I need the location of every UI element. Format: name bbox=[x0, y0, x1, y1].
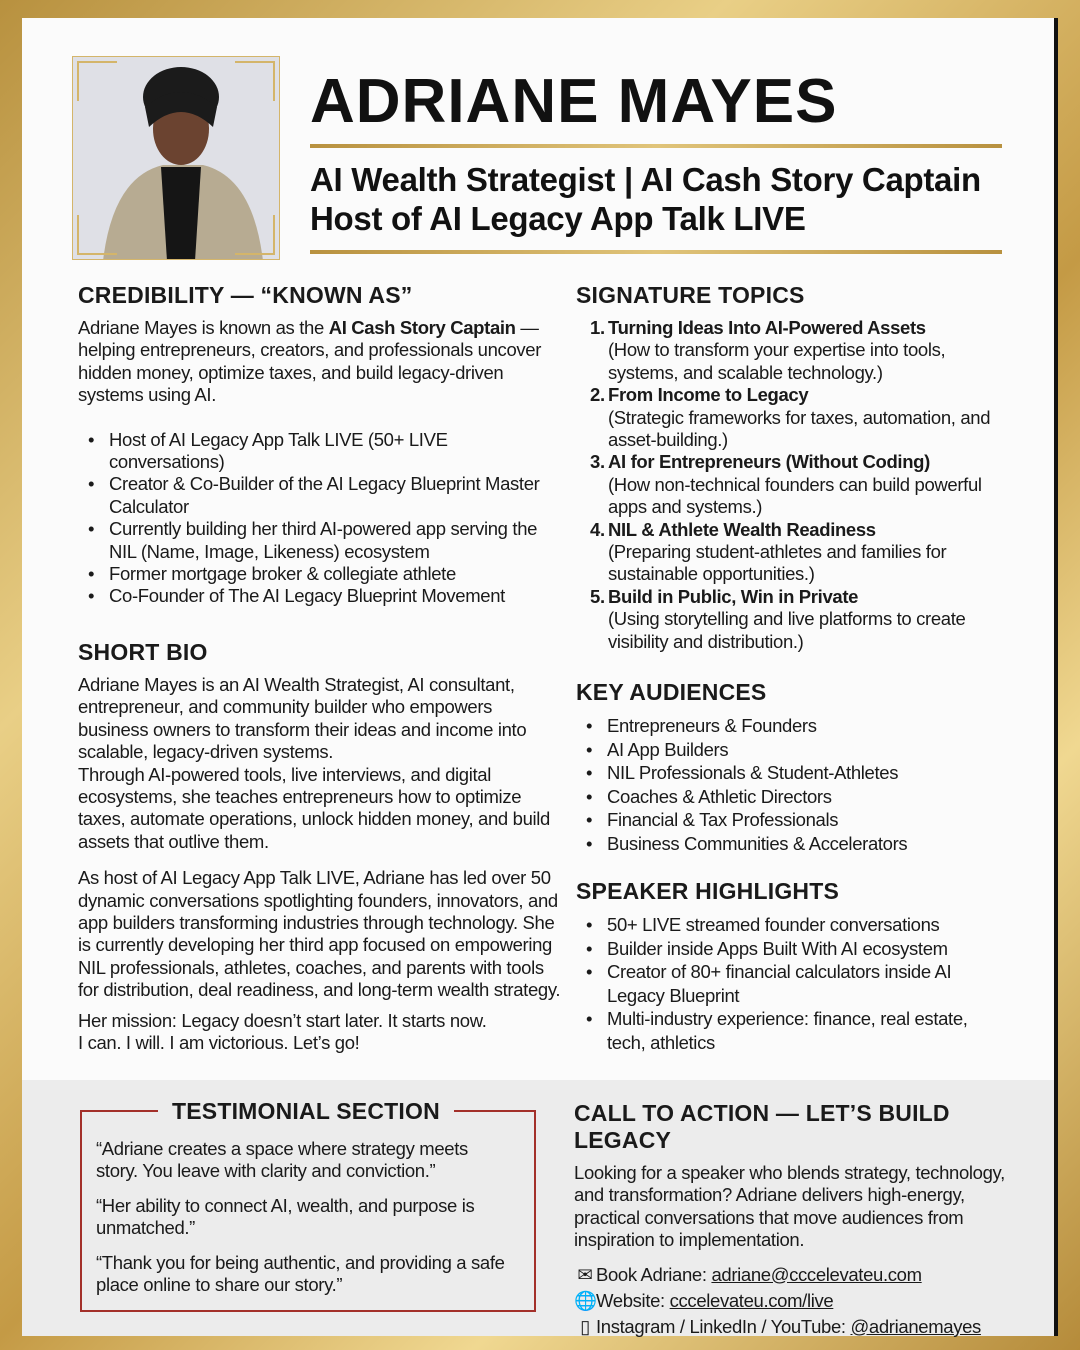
contact-list bbox=[574, 1262, 1024, 1340]
list-item: • Coaches & Athletic Directors bbox=[576, 785, 1006, 809]
social-handle-link[interactable]: @adrianemayes bbox=[850, 1315, 981, 1337]
testimonial-box bbox=[80, 1098, 536, 1312]
section-heading: SHORT BIO bbox=[78, 639, 208, 665]
signature-topics-section bbox=[576, 282, 1006, 653]
topics-list bbox=[576, 317, 1006, 653]
credibility-section bbox=[78, 282, 568, 608]
bio-paragraph: Through AI-powered tools, live interviews, and digital ecosystems, she teaches entrepreneurs how to optimize taxes, automate operations, unlock hidden money, and build assets that outlive them. bbox=[78, 763, 550, 852]
mission-statement: Her mission: Legacy doesn’t start later. It starts now. bbox=[78, 1009, 487, 1031]
list-item: • Creator & Co-Builder of the AI Legacy Blueprint Master Calculator bbox=[78, 473, 558, 518]
list-item: • Multi-industry experience: finance, real estate, tech, athletics bbox=[576, 1007, 1006, 1054]
credibility-intro: Adriane Mayes is known as the AI Cash Story Captain — helping entrepreneurs, creators, and professionals uncover hidden money, optimize taxes, and build legacy-driven systems using AI. bbox=[78, 317, 542, 406]
one-sheet-page bbox=[22, 18, 1058, 1336]
title-line-1: AI Wealth Strategist | AI Cash Story Captain bbox=[310, 161, 981, 198]
section-heading: SPEAKER HIGHLIGHTS bbox=[576, 878, 840, 904]
list-item: • Entrepreneurs & Founders bbox=[576, 714, 1006, 738]
testimonial-quote: “Adriane creates a space where strategy meets story. You leave with clarity and conviction.” bbox=[96, 1138, 468, 1182]
section-heading: CREDIBILITY — “KNOWN AS” bbox=[78, 282, 413, 308]
globe-icon: 🌐 bbox=[574, 1289, 597, 1311]
section-heading: CALL TO ACTION — LET’S BUILD LEGACY bbox=[574, 1100, 950, 1153]
speaker-name: ADRIANE MAYES bbox=[310, 67, 838, 136]
credibility-list bbox=[78, 429, 558, 608]
list-item: • Co-Founder of The AI Legacy Blueprint Movement bbox=[78, 585, 558, 607]
list-item: • Financial & Tax Professionals bbox=[576, 808, 1006, 832]
speaker-highlights-section bbox=[576, 878, 1006, 1055]
envelope-icon: ✉ bbox=[577, 1263, 593, 1285]
cta-text: Looking for a speaker who blends strategy, technology, and transformation? Adriane delivers high-energy, practical conversations that move audiences from inspiration to implementation. bbox=[574, 1162, 1005, 1251]
topic-item: 3. AI for Entrepreneurs (Without Coding) (How non-technical founders can build powerful apps and systems.) bbox=[590, 451, 982, 518]
topic-item: 5. Build in Public, Win in Private (Using storytelling and live platforms to create visibility and distribution.) bbox=[590, 585, 966, 652]
highlights-list bbox=[576, 913, 1006, 1055]
topic-item: 1. Turning Ideas Into AI-Powered Assets (How to transform your expertise into tools, systems, and scalable technology.) bbox=[590, 317, 946, 383]
gold-divider bbox=[310, 144, 1002, 148]
bio-paragraph: As host of AI Legacy App Talk LIVE, Adriane has led over 50 dynamic conversations spotlighting founders, innovators, and app builders transforming industries through technology. She is currently developing her third app focused on empowering NIL professionals, athletes, coaches, and parents with tools for distribution, deal readiness, and long-term wealth strategy. bbox=[78, 867, 561, 1001]
contact-website: 🌐Website: cccelevateu.com/live bbox=[574, 1288, 1024, 1314]
mission-affirmation: I can. I will. I am victorious. Let’s go! bbox=[78, 1032, 360, 1054]
bio-paragraph: Adriane Mayes is an AI Wealth Strategist, AI consultant, entrepreneur, and community builder who empowers business owners to transform their ideas and income into scalable, legacy-driven systems. bbox=[78, 674, 527, 763]
short-bio-section bbox=[78, 639, 564, 1055]
email-link[interactable]: adriane@cccelevateu.com bbox=[711, 1263, 922, 1285]
testimonial-quote: “Her ability to connect AI, wealth, and purpose is unmatched.” bbox=[96, 1194, 475, 1239]
speaker-titles bbox=[310, 160, 981, 238]
section-heading: SIGNATURE TOPICS bbox=[576, 282, 805, 308]
title-line-2: Host of AI Legacy App Talk LIVE bbox=[310, 200, 806, 237]
section-heading: KEY AUDIENCES bbox=[576, 679, 767, 705]
website-link[interactable]: cccelevateu.com/live bbox=[669, 1289, 834, 1311]
phone-icon: ▯ bbox=[580, 1315, 590, 1337]
list-item: • Host of AI Legacy App Talk LIVE (50+ LIVE conversations) bbox=[78, 429, 558, 474]
list-item: • 50+ LIVE streamed founder conversations bbox=[576, 913, 1006, 937]
list-item: • AI App Builders bbox=[576, 738, 1006, 762]
key-audiences-section bbox=[576, 679, 1006, 856]
topic-item: 2. From Income to Legacy (Strategic frameworks for taxes, automation, and asset-building.) bbox=[590, 384, 991, 451]
list-item: • Builder inside Apps Built With AI ecosystem bbox=[576, 937, 1006, 961]
call-to-action-section bbox=[574, 1100, 1024, 1340]
audiences-list bbox=[576, 714, 1006, 856]
headshot-photo bbox=[72, 56, 280, 260]
list-item: • Currently building her third AI-powered app serving the NIL (Name, Image, Likeness) ecosystem bbox=[78, 518, 558, 563]
list-item: • Business Communities & Accelerators bbox=[576, 832, 1006, 856]
section-heading: TESTIMONIAL SECTION bbox=[158, 1098, 454, 1125]
contact-social: ▯ Instagram / LinkedIn / YouTube: @adrianemayes bbox=[574, 1314, 1024, 1340]
contact-email: ✉ Book Adriane: adriane@cccelevateu.com bbox=[574, 1262, 1024, 1288]
testimonial-quote: “Thank you for being authentic, and providing a safe place online to share our story.” bbox=[96, 1251, 505, 1296]
list-item: • Former mortgage broker & collegiate athlete bbox=[78, 563, 558, 585]
topic-item: 4. NIL & Athlete Wealth Readiness (Preparing student-athletes and families for sustainable opportunities.) bbox=[590, 518, 947, 585]
list-item: • Creator of 80+ financial calculators inside AI Legacy Blueprint bbox=[576, 960, 1006, 1007]
gold-divider bbox=[310, 250, 1002, 254]
list-item: • NIL Professionals & Student-Athletes bbox=[576, 761, 1006, 785]
